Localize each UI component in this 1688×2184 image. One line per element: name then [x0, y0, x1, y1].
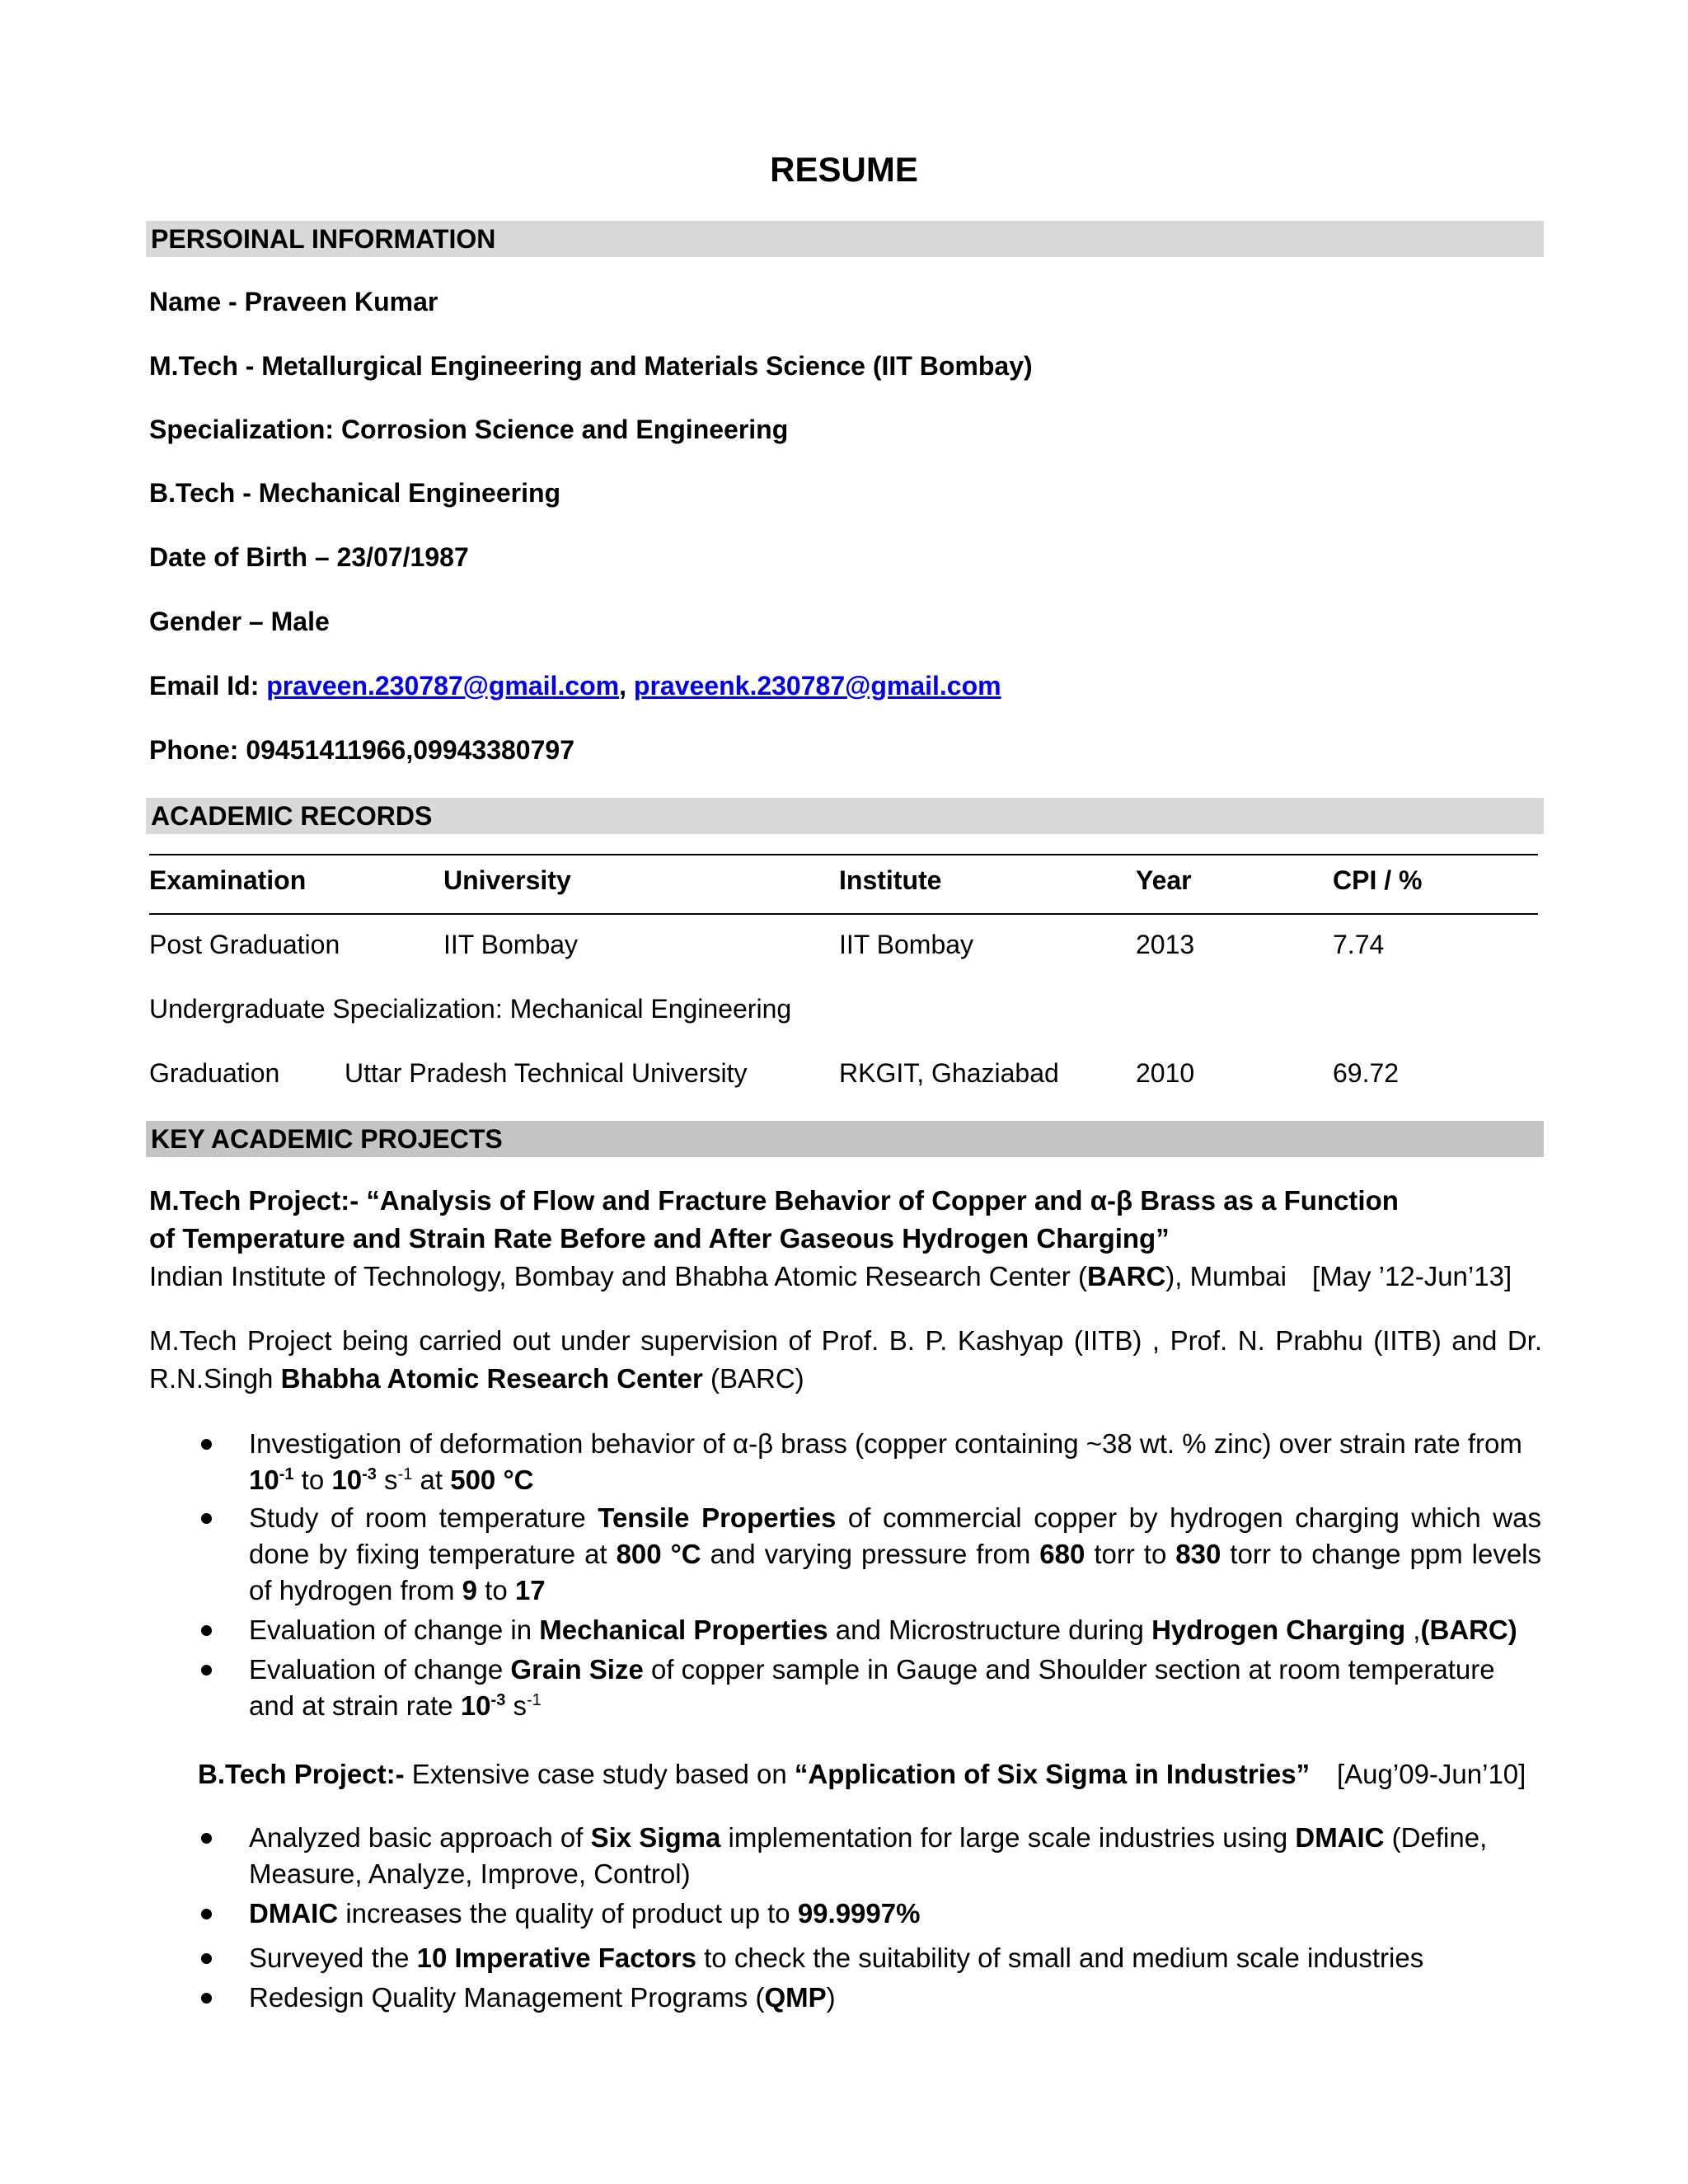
bold-term: 10 Imperative Factors — [416, 1943, 696, 1973]
header-institute: Institute — [839, 865, 942, 895]
bold-term: Six Sigma — [590, 1822, 721, 1853]
table-header-rule — [149, 913, 1538, 915]
bullet-text: and Microstructure during — [828, 1615, 1152, 1645]
unit-exp: -1 — [397, 1465, 413, 1483]
bullet-text: Analyzed basic approach of — [249, 1822, 591, 1853]
bullet-text: Redesign Quality Management Programs ( — [249, 1982, 765, 2013]
mtech-project-title — [149, 1182, 1402, 1258]
institution-text: Indian Institute of Technology, Bombay and Bhabha Atomic Research Center ( — [149, 1261, 1087, 1291]
bullet-text: of commercial copper by hydrogen charging which was done by fixing temperature at — [249, 1502, 1541, 1569]
strain-rate-base: 10 — [331, 1465, 363, 1495]
strain-rate-base: 10 — [460, 1690, 491, 1721]
list-item — [198, 1820, 1541, 1892]
mtech-project-dates: [May ’12-Jun’13] — [1312, 1261, 1512, 1291]
bullet-text: Investigation of deformation behavior of α-β brass (copper containing ~38 wt. % zinc) over strain rate from — [249, 1428, 1522, 1459]
cell-institute: IIT Bombay — [839, 930, 974, 959]
bold-term: DMAIC — [249, 1898, 339, 1929]
bullet-text: increases the quality of product up to — [338, 1898, 798, 1929]
bullet-text: Study of room temperature — [249, 1502, 598, 1533]
list-item — [198, 1612, 1541, 1648]
cell-university: Uttar Pradesh Technical University — [345, 1058, 748, 1088]
header-cpi: CPI / % — [1333, 865, 1423, 895]
list-item — [198, 1940, 1541, 1976]
btech-project-label: B.Tech Project:- — [198, 1759, 412, 1789]
ug-specialization: Undergraduate Specialization: Mechanical Engineering — [149, 994, 792, 1024]
phone-line: Phone: 09451411966,09943380797 — [149, 735, 574, 765]
bold-term: Mechanical Properties — [539, 1615, 828, 1645]
mtech-project-label: M.Tech Project:- — [149, 1185, 367, 1216]
bold-term: (BARC) — [1420, 1615, 1517, 1645]
bold-term: 800 °C — [616, 1539, 701, 1569]
email-line — [149, 671, 1001, 701]
bullet-text: Evaluation of change — [249, 1654, 511, 1685]
bullet-text: and varying pressure from — [701, 1539, 1040, 1569]
list-item — [198, 1500, 1541, 1609]
bullet-text: ) — [826, 1982, 836, 2013]
cell-year: 2013 — [1136, 930, 1195, 959]
section-personal-information: PERSOINAL INFORMATION — [146, 221, 1544, 257]
bullet-text: at — [412, 1465, 451, 1495]
bold-term: Grain Size — [510, 1654, 644, 1685]
bullet-text: implementation for large scale industries using — [720, 1822, 1296, 1853]
list-item — [198, 1980, 1541, 2016]
bullet-text: to — [477, 1575, 515, 1605]
btech-line: B.Tech - Mechanical Engineering — [149, 478, 561, 508]
mtech-project-name: “Analysis of Flow and Fracture Behavior of Copper and α-β Brass as a Function of Temperature and Strain Rate Before and After Gaseous Hydrogen Charging” — [149, 1185, 1399, 1254]
list-item — [198, 1896, 1541, 1932]
bold-term: 17 — [514, 1575, 546, 1605]
cell-cpi: 69.72 — [1333, 1058, 1400, 1088]
email-link-2[interactable]: praveenk.230787@gmail.com — [633, 671, 1001, 701]
section-academic-records: ACADEMIC RECORDS — [146, 798, 1544, 834]
strain-rate-base: 10 — [249, 1465, 279, 1495]
mtech-line: M.Tech - Metallurgical Engineering and Materials Science (IIT Bombay) — [149, 351, 1033, 381]
bullet-text: to check the suitability of small and medium scale industries — [696, 1943, 1424, 1973]
cell-institute: RKGIT, Ghaziabad — [839, 1058, 1059, 1088]
cell-year: 2010 — [1136, 1058, 1195, 1088]
btech-project-name: “Application of Six Sigma in Industries” — [794, 1759, 1311, 1789]
bold-term: 9 — [462, 1575, 477, 1605]
bullet-text: to — [293, 1465, 332, 1495]
email-label: Email Id: — [149, 671, 267, 701]
email-link-1[interactable]: praveen.230787@gmail.com — [266, 671, 620, 701]
bold-term: Tensile Properties — [598, 1502, 837, 1533]
supervision-text: M.Tech Project being carried out under supervision of Prof. B. P. Kashyap (IITB) , Prof. N. Prabhu (IITB) and Dr. R.N.Singh — [149, 1325, 1542, 1394]
bullet-text: torr to change ppm levels of hydrogen from — [249, 1539, 1542, 1605]
cell-examination: Post Graduation — [149, 930, 340, 959]
name-line: Name - Praveen Kumar — [149, 287, 438, 316]
institution-city: ), Mumbai — [1165, 1261, 1287, 1291]
table-top-rule — [149, 854, 1538, 855]
page-title: RESUME — [770, 150, 918, 189]
btech-project-text: Extensive case study based on — [411, 1759, 795, 1789]
strain-rate-exp: -1 — [279, 1465, 294, 1483]
unit-text: s — [376, 1465, 398, 1495]
email-separator: , — [619, 671, 634, 701]
bold-term: Hydrogen Charging — [1151, 1615, 1406, 1645]
list-item — [198, 1426, 1541, 1498]
header-year: Year — [1136, 865, 1192, 895]
strain-rate-exp: -3 — [362, 1465, 377, 1483]
section-key-academic-projects: KEY ACADEMIC PROJECTS — [146, 1121, 1544, 1157]
bullet-text: torr to — [1085, 1539, 1176, 1569]
barc-full-name: Bhabha Atomic Research Center — [280, 1363, 703, 1394]
cell-examination: Graduation — [149, 1058, 280, 1088]
bold-term: 830 — [1175, 1539, 1221, 1569]
bullet-text: , — [1405, 1615, 1421, 1645]
bullet-text: Evaluation of change in — [249, 1615, 540, 1645]
supervision-suffix: (BARC) — [702, 1363, 804, 1394]
bullet-text: Surveyed the — [249, 1943, 417, 1973]
header-university: University — [443, 865, 571, 895]
barc-abbrev: BARC — [1086, 1261, 1166, 1291]
dob-line: Date of Birth – 23/07/1987 — [149, 542, 469, 572]
gender-line: Gender – Male — [149, 607, 330, 636]
bold-term: DMAIC — [1295, 1822, 1385, 1853]
bullet-text: (Define, Measure, Analyze, Improve, Control) — [249, 1822, 1488, 1889]
btech-project-line — [198, 1755, 1310, 1793]
mtech-project-bullets — [198, 1426, 1541, 1727]
mtech-supervision — [149, 1322, 1542, 1398]
unit-text: s — [505, 1690, 528, 1721]
bold-term: 680 — [1039, 1539, 1085, 1569]
list-item — [198, 1652, 1541, 1724]
header-examination: Examination — [149, 865, 307, 895]
btech-project-bullets — [198, 1820, 1541, 2019]
cell-cpi: 7.74 — [1333, 930, 1385, 959]
bold-term: QMP — [764, 1982, 827, 2013]
strain-rate-exp: -3 — [490, 1691, 506, 1709]
temperature-value: 500 °C — [450, 1465, 534, 1495]
cell-university: IIT Bombay — [443, 930, 579, 959]
bullet-text: of copper sample in Gauge and Shoulder section at room temperature and at strain rate — [249, 1654, 1495, 1721]
btech-project-dates: [Aug’09-Jun’10] — [1337, 1759, 1526, 1789]
unit-exp: -1 — [527, 1691, 542, 1709]
specialization-line: Specialization: Corrosion Science and Engineering — [149, 415, 789, 444]
bold-term: 99.9997% — [797, 1898, 921, 1929]
